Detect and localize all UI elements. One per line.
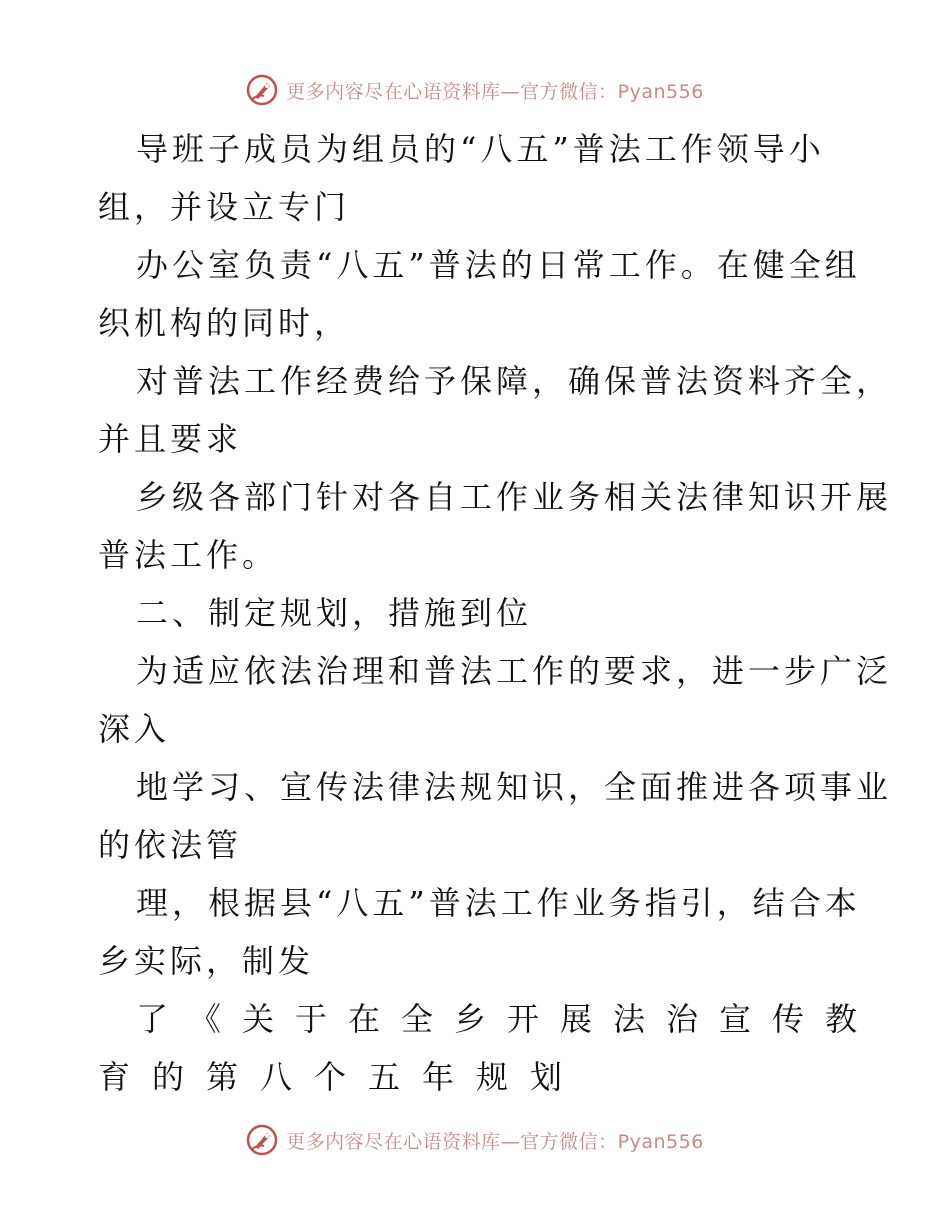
text-line: 地学习、宣传法律法规知识，全面推进各项事业 [136, 768, 893, 806]
text-line: 导班子成员为组员的“八五”普法工作领导小 [136, 130, 825, 168]
watermark-header [0, 70, 950, 110]
text-line: 了《关于在全乡开展法治宣传教 [136, 1000, 879, 1038]
watermark-text: 更多内容尽在心语资料库—官方微信：Pyan556 [286, 80, 704, 103]
text-line: 普法工作。 [98, 536, 279, 574]
text-line: 并且要求 [98, 420, 243, 458]
pen-nib-logo-icon [246, 1124, 278, 1156]
text-line: 织机构的同时， [98, 304, 351, 342]
text-line: 育的第八个五年规划 [98, 1058, 585, 1096]
section-heading: 二、制定规划，措施到位 [136, 594, 533, 632]
document-body [98, 120, 893, 1106]
text-line: 的依法管 [98, 826, 243, 864]
text-line: 对普法工作经费给予保障，确保普法资料齐全， [136, 362, 893, 400]
text-line: 为适应依法治理和普法工作的要求，进一步广泛 [136, 652, 893, 690]
text-line: 深入 [98, 710, 171, 748]
text-line: 乡实际，制发 [98, 942, 315, 980]
text-line: 办公室负责“八五”普法的日常工作。在健全组 [136, 246, 861, 284]
text-line: 理，根据县“八五”普法工作业务指引，结合本 [136, 884, 861, 922]
text-line: 组，并设立专门 [98, 188, 351, 226]
pen-nib-logo-icon [246, 74, 278, 106]
watermark-text: 更多内容尽在心语资料库—官方微信：Pyan556 [286, 1130, 704, 1153]
watermark-footer [0, 1120, 950, 1160]
text-line: 乡级各部门针对各自工作业务相关法律知识开展 [136, 478, 893, 516]
